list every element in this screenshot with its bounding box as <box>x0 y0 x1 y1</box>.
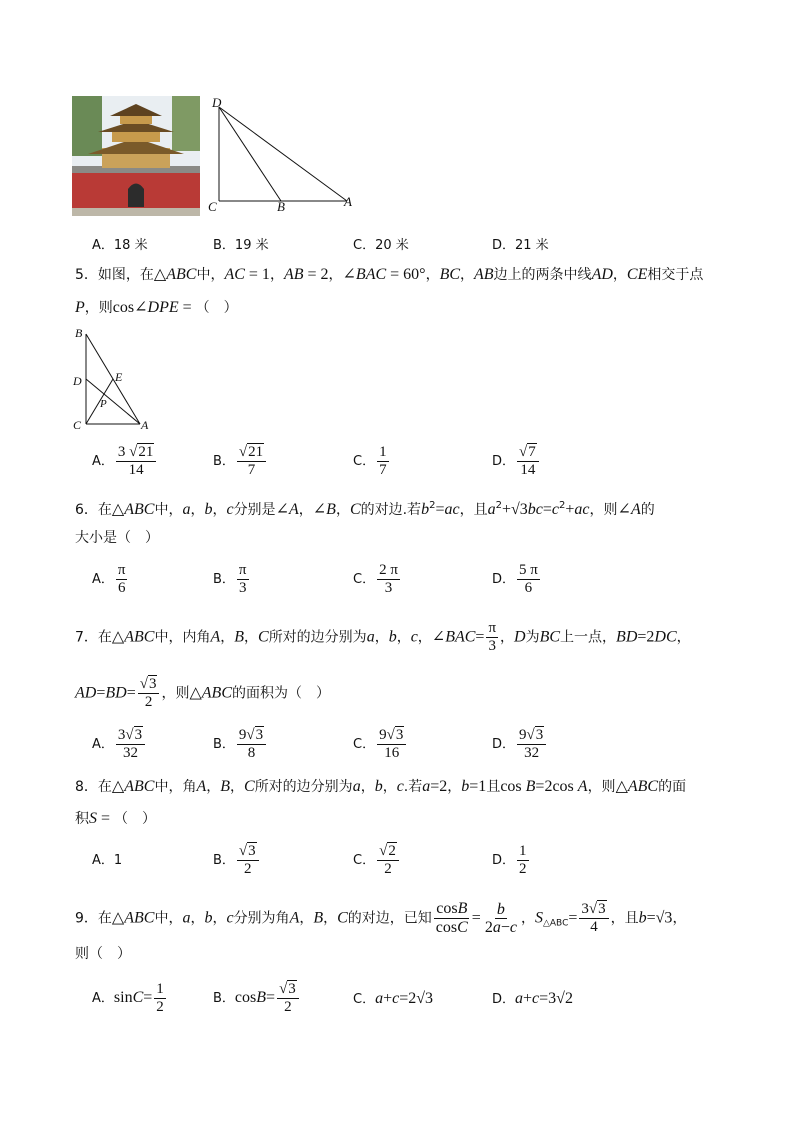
q6-option-a: A． $\frac{\pi}{6}$ <box>92 562 126 596</box>
q6-stem-line1: 6．在△ABC中，a，b，c分别是∠A，∠B，C的对边.若$b^2=ac$，且$a^2+√3bc=c^2+ac$，则∠A的 <box>75 500 655 518</box>
q9-stem-line2: 则（ ） <box>75 946 131 962</box>
label-c: C <box>208 199 217 214</box>
q4-option-a: A．18 米 <box>92 238 148 253</box>
q7-option-b: B． $\frac{9√3}{8}$ <box>213 727 268 762</box>
q7-option-a: A． $\frac{3√3}{32}$ <box>92 727 147 762</box>
q6-option-b: B． $\frac{\pi}{3}$ <box>213 562 247 596</box>
q8-option-d: D． $\frac{1}{2}$ <box>492 843 527 877</box>
label-a: A <box>344 194 352 209</box>
q7-option-c: C． $\frac{9√3}{16}$ <box>353 727 408 762</box>
q9-stem-line1: 9．在△ABC中，a，b，c分别为角A，B，C的对边，已知 $\frac{\cos B}{\cos C}$ = $\frac{b}{2a-c}$ ，$S_{\triangle ABC}=$ $\frac{3√3}{4}$ ，且b=√3， <box>75 900 687 936</box>
q9-option-d: D．a+c=3√2 <box>492 990 573 1007</box>
q8-option-b: B． $\frac{√3}{2}$ <box>213 843 261 878</box>
label-a: A <box>141 418 149 432</box>
q8-option-a: A．1 <box>92 853 123 868</box>
label-p: P <box>100 398 107 410</box>
label-d: D <box>212 95 222 110</box>
q6-stem-line2: 大小是（ ） <box>75 530 159 546</box>
q5-option-b: B． $\frac{√21}{7}$ <box>213 444 268 479</box>
triangle-dca-figure <box>205 95 365 215</box>
q9-option-a: A．sinC= $\frac{1}{2}$ <box>92 981 164 1015</box>
label-d: D <box>73 374 82 388</box>
q5-option-c: C． $\frac{1}{7}$ <box>353 444 387 478</box>
q7-stem-line1: 7．在△ABC中，内角A，B，C所对的边分别为a，b，c，∠BAC= $\frac{\pi}{3}$ ，D为BC上一点，BD=2DC， <box>75 620 691 654</box>
q8-stem-line1: 8．在△ABC中，角A，B，C所对的边分别为a，b，c.若a=2，b=1且cos B=2cos A，则△ABC的面 <box>75 778 687 795</box>
q6-option-d: D． $\frac{5 \pi}{6}$ <box>492 562 538 596</box>
q4-option-c: C．20 米 <box>353 238 409 253</box>
q9-option-b: B．cosB= $\frac{√3}{2}$ <box>213 981 301 1016</box>
q5-option-a: A． $\frac{3 √21}{14}$ <box>92 444 158 479</box>
q8-option-c: C． $\frac{√2}{2}$ <box>353 843 401 878</box>
q7-stem-line2: AD=BD= $\frac{√3}{2}$ ，则△ABC的面积为（ ） <box>75 676 330 710</box>
q5-stem-line2: P，则cos∠DPE = （ ） <box>75 299 238 316</box>
q9-option-c: C．a+c=2√3 <box>353 990 434 1007</box>
q5-stem-line1: 5．如图，在△ABC中，AC = 1，AB = 2，∠BAC = 60°，BC，AB边上的两条中线AD，CE相交于点 <box>75 266 704 283</box>
q4-option-d: D．21 米 <box>492 238 549 253</box>
q4-option-b: B．19 米 <box>213 238 269 253</box>
q6-option-c: C． $\frac{2 \pi}{3}$ <box>353 562 398 596</box>
q5-option-d: D． $\frac{√7}{14}$ <box>492 444 541 479</box>
q8-stem-line2: 积S = （ ） <box>75 810 157 827</box>
label-e: E <box>115 370 123 384</box>
triangle-bca-figure <box>70 326 160 436</box>
label-b: B <box>75 326 83 340</box>
q7-option-d: D． $\frac{9√3}{32}$ <box>492 727 548 762</box>
label-b: B <box>277 199 285 214</box>
tower-photo <box>72 96 200 216</box>
label-c: C <box>73 418 82 432</box>
